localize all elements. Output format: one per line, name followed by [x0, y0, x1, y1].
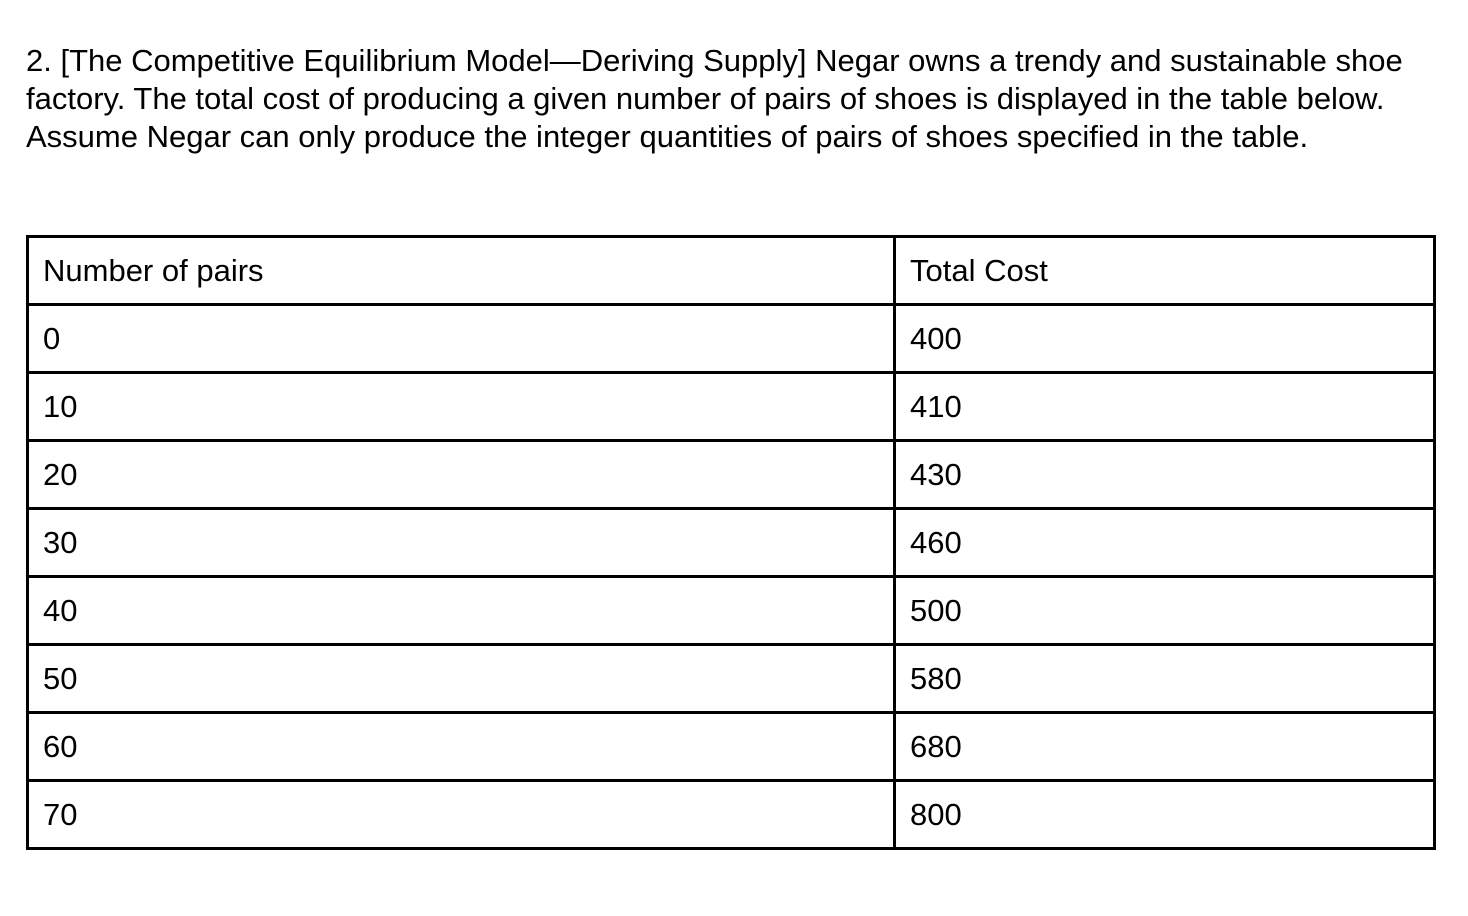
header-total-cost: Total Cost: [895, 237, 1435, 305]
table-row: [28, 645, 1435, 713]
table-header-row: [28, 237, 1435, 305]
cell-total-cost: 460: [895, 509, 1435, 577]
header-number-of-pairs: Number of pairs: [28, 237, 895, 305]
cell-pairs: 40: [28, 577, 895, 645]
cell-total-cost: 430: [895, 441, 1435, 509]
table-row: [28, 781, 1435, 849]
cell-total-cost: 400: [895, 305, 1435, 373]
cell-total-cost: 680: [895, 713, 1435, 781]
cell-pairs: 10: [28, 373, 895, 441]
cell-total-cost: 580: [895, 645, 1435, 713]
question-text: 2. [The Competitive Equilibrium Model—Deriving Supply] Negar owns a trendy and sustainable shoe factory. The total cost of producing a given number of pairs of shoes is displayed in the table below. Assume Negar can only produce the integer quantities of pairs of shoes specified in the table.: [26, 43, 1403, 154]
cell-pairs: 30: [28, 509, 895, 577]
table-row: [28, 713, 1435, 781]
cell-total-cost: 800: [895, 781, 1435, 849]
table-row: [28, 441, 1435, 509]
cell-pairs: 50: [28, 645, 895, 713]
cell-pairs: 20: [28, 441, 895, 509]
table-row: [28, 305, 1435, 373]
table-row: [28, 509, 1435, 577]
cell-pairs: 70: [28, 781, 895, 849]
table-row: [28, 373, 1435, 441]
cell-pairs: 60: [28, 713, 895, 781]
cost-table: [26, 235, 1436, 850]
table-row: [28, 577, 1435, 645]
cell-total-cost: 500: [895, 577, 1435, 645]
cell-pairs: 0: [28, 305, 895, 373]
cell-total-cost: 410: [895, 373, 1435, 441]
